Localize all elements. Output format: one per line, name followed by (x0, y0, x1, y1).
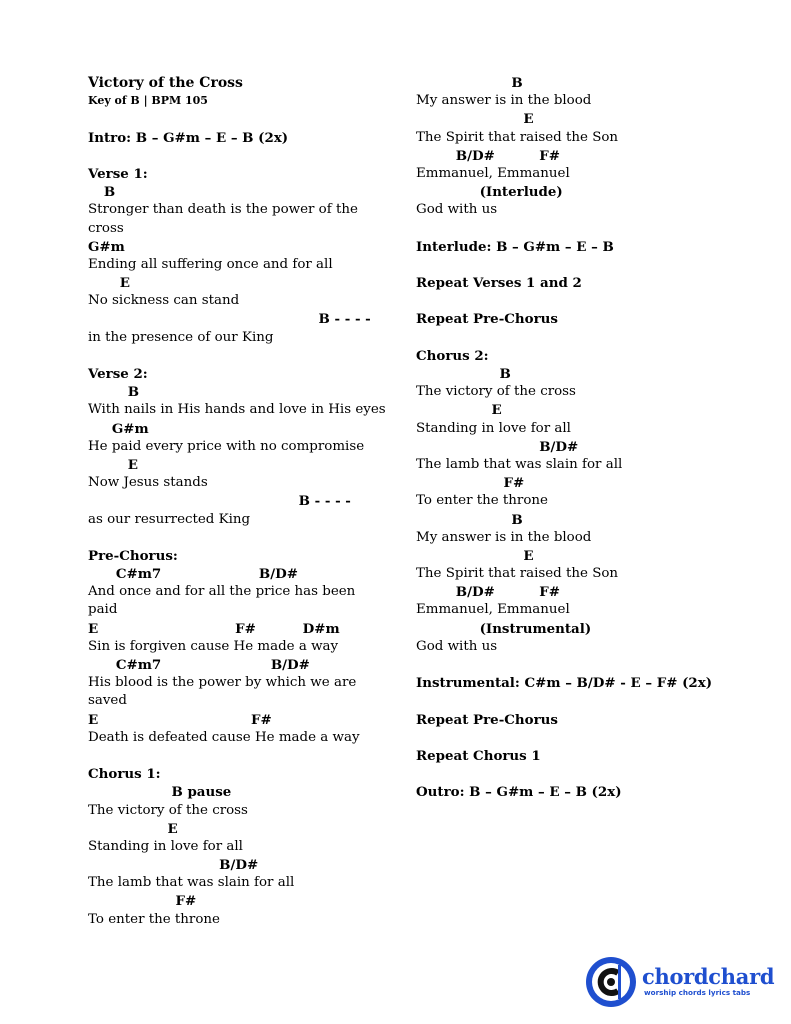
section-heading: Repeat Verses 1 and 2 (416, 275, 582, 292)
chord-line (88, 274, 388, 292)
lyric-line: God with us (416, 638, 498, 654)
chord-line (416, 74, 756, 92)
lyric-line: Stronger than death is the power of the (88, 202, 358, 218)
chord-line (416, 401, 756, 419)
chordchard-logo[interactable] (584, 955, 775, 1010)
lyric-line: Emmanuel, Emmanuel (416, 602, 570, 618)
spacer (416, 220, 756, 238)
chord-line (88, 456, 388, 474)
chord: B/D# (270, 657, 310, 673)
chord-line (88, 892, 388, 910)
spacer (88, 110, 388, 128)
chord: F# (539, 147, 560, 164)
lyric-line: And once and for all the price has been (88, 584, 356, 600)
lyric-line: The Spirit that raised the Son (416, 566, 619, 582)
section-heading: Repeat Pre-Chorus (416, 711, 558, 728)
key-and-bpm: Key of B | BPM 105 (88, 94, 208, 108)
chord: F# (175, 893, 197, 910)
lyric-line: The victory of the cross (416, 384, 576, 400)
chord: C#m7 (115, 566, 162, 583)
spacer (416, 329, 756, 347)
chord-line (88, 856, 388, 874)
lyric-line: as our resurrected King (88, 511, 251, 527)
chord-line (416, 583, 756, 601)
chord: E (523, 547, 534, 564)
chord-line (88, 656, 388, 674)
lyric-line: Emmanuel, Emmanuel (416, 165, 570, 181)
right-column-body (416, 74, 756, 802)
spacer (416, 692, 756, 710)
section-heading: Repeat Pre-Chorus (416, 311, 558, 328)
chord: F# (539, 584, 560, 601)
lyric-line: Death is defeated cause He made a way (88, 729, 360, 745)
section-heading: Chorus 2: (416, 347, 489, 364)
spacer (88, 747, 388, 765)
spacer (416, 765, 756, 783)
section-heading: Repeat Chorus 1 (416, 747, 541, 764)
section-heading: Outro: B – G#m – E – B (2x) (416, 784, 622, 801)
lyric-line: His blood is the power by which we are (88, 675, 357, 691)
section-heading: Instrumental: C#m – B/D# - E – F# (2x) (416, 675, 713, 692)
chord: B/D# (219, 857, 259, 874)
chord: B (103, 184, 116, 201)
chord: B/D# (455, 147, 495, 164)
chord-line (416, 547, 756, 565)
chord: B (511, 511, 523, 528)
section-heading: Intro: B – G#m – E – B (2x) (88, 129, 289, 146)
lyric-line: To enter the throne (88, 911, 220, 927)
spacer (88, 147, 388, 165)
song-title: Victory of the Cross (88, 75, 243, 91)
lyric-line: cross (88, 220, 124, 236)
logo-wordmark: chordchard (642, 964, 775, 989)
chord-line (88, 420, 388, 438)
lyric-line: He paid every price with no compromise (88, 438, 365, 454)
chord: (Instrumental) (479, 620, 592, 637)
section-heading: Pre-Chorus: (88, 547, 178, 564)
chord: E (523, 111, 534, 128)
spacer (416, 292, 756, 310)
chord-line (88, 238, 388, 256)
left-column (88, 74, 388, 929)
chord: G#m (88, 238, 125, 255)
chord: B (511, 75, 523, 91)
chord-line (88, 783, 388, 801)
right-column (416, 74, 756, 802)
chord: E (167, 820, 178, 837)
chord-line (88, 820, 388, 838)
chord-line (416, 183, 756, 201)
chord-line (416, 365, 756, 383)
spacer (88, 529, 388, 547)
chord-line (88, 711, 388, 729)
spacer (416, 656, 756, 674)
chord: B/D# (258, 566, 298, 583)
chord: C#m7 (115, 657, 162, 673)
lyric-line: The victory of the cross (88, 802, 248, 818)
chord: B pause (171, 784, 232, 801)
lyric-line: No sickness can stand (88, 293, 240, 309)
chord: F# (235, 620, 256, 637)
c-ring-logo-icon (584, 955, 638, 1009)
lyric-line: My answer is in the blood (416, 93, 592, 109)
lyric-line: in the presence of our King (88, 329, 274, 345)
chord-line (88, 383, 388, 401)
chord: E (88, 620, 99, 637)
section-heading: Verse 1: (88, 165, 148, 182)
lyric-line: With nails in His hands and love in His eyes (88, 402, 386, 418)
chord: E (119, 275, 131, 292)
chord-line (88, 565, 388, 583)
chord: F# (250, 711, 272, 728)
lyric-line: God with us (416, 202, 498, 218)
chord: B - - - - (298, 493, 351, 510)
section-heading: Chorus 1: (88, 766, 161, 783)
chord: B - - - - (318, 311, 371, 328)
lyric-line: saved (88, 693, 127, 709)
chord-line (416, 438, 756, 456)
lyric-line: paid (88, 602, 118, 618)
chord-line (416, 110, 756, 128)
lyric-line: The lamb that was slain for all (88, 875, 295, 891)
spacer (88, 347, 388, 365)
lyric-line: Ending all suffering once and for all (88, 256, 333, 272)
lyric-line: The lamb that was slain for all (416, 456, 623, 472)
lyric-line: To enter the throne (416, 493, 548, 509)
spacer (416, 256, 756, 274)
lyric-line: Standing in love for all (416, 420, 571, 436)
lyric-line: Sin is forgiven cause He made a way (88, 638, 339, 654)
lyric-line: The Spirit that raised the Son (416, 129, 619, 145)
chord-line (88, 492, 388, 510)
lyric-line: My answer is in the blood (416, 529, 592, 545)
chord: B/D# (455, 584, 495, 601)
chord-line (416, 147, 756, 165)
chord-line (88, 620, 388, 638)
chord: B (127, 384, 140, 401)
lyric-line: Standing in love for all (88, 838, 243, 854)
chord: D#m (302, 620, 340, 637)
chord: E (88, 711, 99, 728)
logo-tagline: worship chords lyrics tabs (644, 988, 751, 997)
lyric-line: Now Jesus stands (88, 475, 208, 491)
chord-line (416, 620, 756, 638)
chord: F# (503, 475, 525, 492)
chord: E (127, 456, 138, 473)
chord: E (491, 402, 502, 419)
chord: B/D# (539, 438, 579, 455)
chord-line (416, 511, 756, 529)
chord-line (416, 474, 756, 492)
chord-line (88, 310, 388, 328)
chord-line (88, 183, 388, 201)
left-column-body (88, 129, 388, 929)
chord: B (499, 366, 511, 382)
chord: G#m (111, 420, 149, 437)
chord: (Interlude) (479, 184, 563, 201)
section-heading: Verse 2: (88, 366, 148, 382)
spacer (416, 729, 756, 747)
section-heading: Interlude: B – G#m – E – B (416, 238, 614, 255)
